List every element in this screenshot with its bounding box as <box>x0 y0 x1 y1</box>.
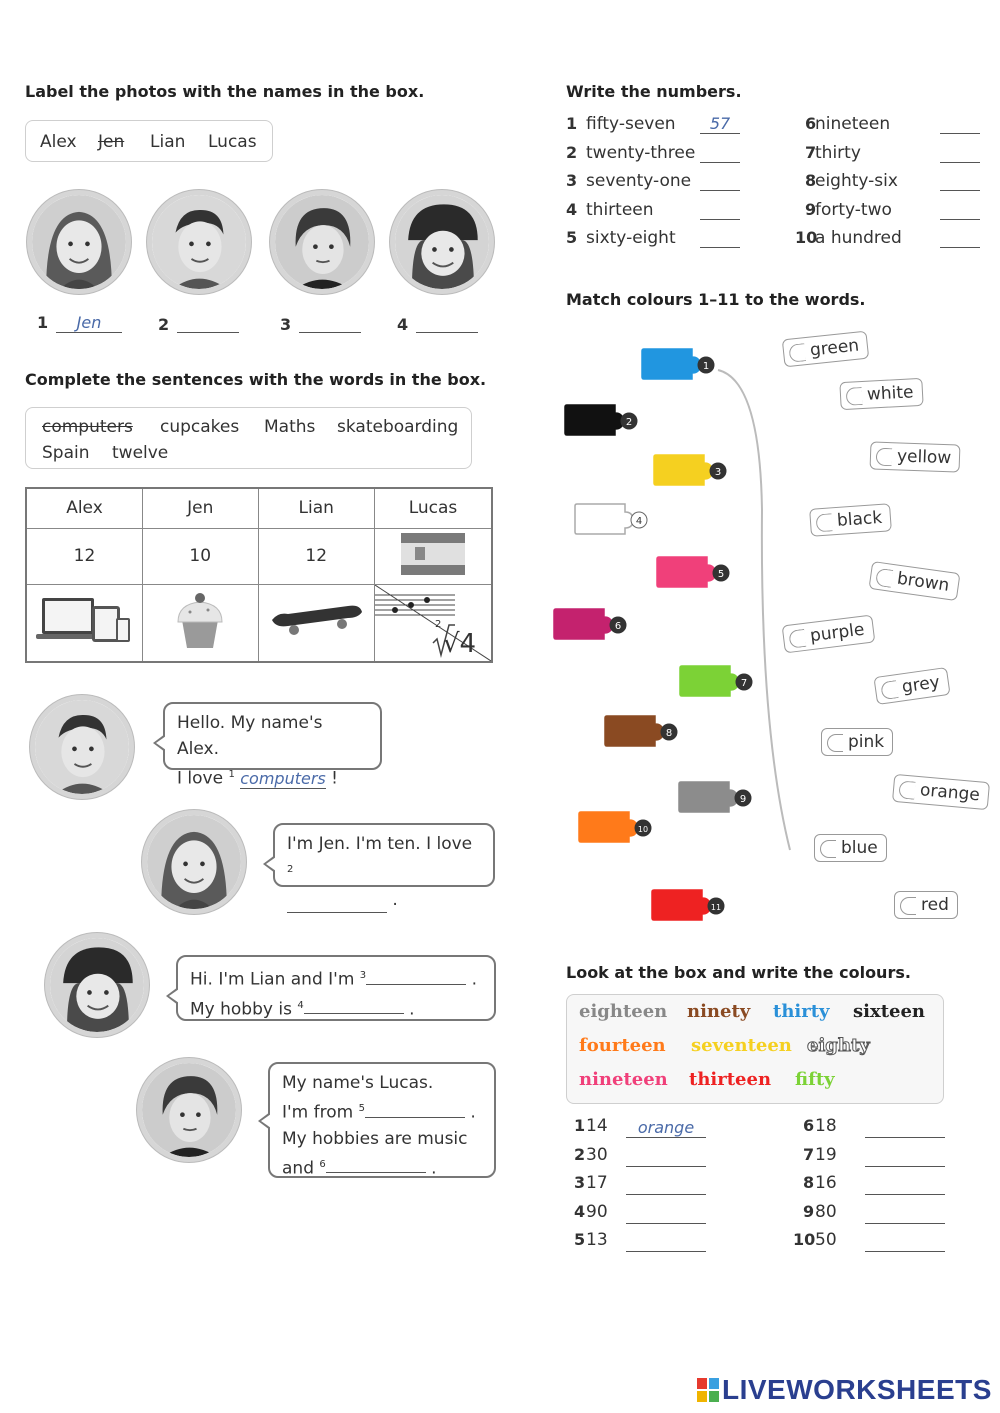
colour-item-num: 1 <box>574 1116 586 1135</box>
bubble-lucas-end2: . <box>431 1158 437 1179</box>
colour-item-number: 18 <box>815 1116 837 1136</box>
bubble-lucas-line2: I'm from <box>282 1102 354 1123</box>
boy-face-icon <box>142 1063 236 1157</box>
colour-number-word-sixteen: sixteen <box>853 1001 926 1022</box>
colour-item-number: 14 <box>586 1116 608 1136</box>
number-item-num: 3 <box>566 171 578 190</box>
box-word-maths: Maths <box>264 417 316 437</box>
label-num-4: 4 <box>397 315 409 334</box>
colour-piece-number: 1 <box>702 361 710 372</box>
colour-item-answer[interactable] <box>626 1232 706 1252</box>
colour-item-answer[interactable] <box>865 1204 945 1224</box>
label-num-3: 3 <box>280 315 292 334</box>
number-item-answer[interactable] <box>700 171 740 191</box>
table-hobby-alex <box>26 584 142 662</box>
colour-item-answer[interactable] <box>626 1175 706 1195</box>
liveworksheets-logo-icon <box>697 1378 719 1402</box>
colour-item-answer[interactable] <box>865 1118 945 1138</box>
cupcake-icon <box>170 590 230 650</box>
tag-hook-icon <box>846 387 863 406</box>
colour-word-label: white <box>866 382 915 405</box>
colour-number-word-fourteen: fourteen <box>579 1035 666 1056</box>
colour-word-label: pink <box>848 732 885 752</box>
spain-flag-icon <box>401 533 465 575</box>
number-item-num: 5 <box>566 228 578 247</box>
girl-hat-face-icon <box>50 938 144 1032</box>
tag-hook-icon <box>898 780 916 799</box>
number-item-word: eighty-six <box>815 171 898 191</box>
bubble-lian-line2: My hobby is <box>190 999 292 1020</box>
number-item-num: 10 <box>795 228 818 247</box>
bubble-lucas <box>268 1062 496 1178</box>
box-word-lucas: Lucas <box>208 132 257 152</box>
bubble-lian-end2: . <box>409 999 415 1020</box>
colour-word-tag-black[interactable] <box>809 503 892 537</box>
gap-answer-3[interactable] <box>366 969 466 985</box>
colour-piece-2[interactable] <box>563 403 643 443</box>
colour-word-label: orange <box>919 780 981 806</box>
colour-number-word-nineteen: nineteen <box>579 1069 668 1090</box>
puzzle-piece-icon <box>652 453 732 489</box>
label-answer-2[interactable] <box>177 313 239 333</box>
colour-piece-10[interactable] <box>577 810 657 850</box>
colour-item-num: 6 <box>803 1116 815 1135</box>
label-answer-3[interactable] <box>299 313 361 333</box>
number-item-word: forty-two <box>815 199 892 220</box>
puzzle-piece-icon <box>603 714 683 750</box>
puzzle-piece-icon <box>640 347 720 383</box>
bubble-lucas-line3: My hobbies are music <box>282 1128 468 1149</box>
label-answer-4[interactable] <box>416 313 478 333</box>
gap-number-5: 5 <box>358 1103 365 1114</box>
colour-number-word-thirty: thirty <box>773 1001 830 1022</box>
puzzle-piece-icon <box>677 780 757 816</box>
bubble-alex-end: ! <box>331 768 338 789</box>
colour-piece-4[interactable] <box>573 502 653 542</box>
table-flag-lucas <box>374 528 492 584</box>
photo-2 <box>147 190 251 294</box>
table-age-lian: 12 <box>258 528 374 584</box>
gap-answer-2[interactable] <box>287 893 387 913</box>
box-word-lian: Lian <box>150 132 186 152</box>
colour-piece-number: 5 <box>717 569 725 580</box>
tag-hook-icon <box>875 568 893 588</box>
number-item-num: 4 <box>566 199 578 219</box>
colour-word-label: black <box>836 507 883 531</box>
colour-word-tag-blue[interactable] <box>814 834 887 862</box>
bubble-lucas-end1: . <box>470 1102 476 1123</box>
computers-icon <box>36 594 132 646</box>
tag-hook-icon <box>880 680 898 700</box>
info-table <box>25 487 493 663</box>
photo-3 <box>270 190 374 294</box>
label-num-1: 1 <box>37 313 49 332</box>
number-item-word: nineteen <box>815 114 891 134</box>
number-item-answer[interactable] <box>940 228 980 248</box>
colour-item-num: 3 <box>574 1173 586 1192</box>
tag-hook-icon <box>816 513 833 532</box>
colour-word-label: purple <box>808 619 866 647</box>
colour-piece-number: 10 <box>637 825 649 834</box>
colour-word-tag-pink[interactable] <box>821 728 893 756</box>
box-word-computers: computers <box>42 417 133 437</box>
colour-piece-3[interactable] <box>652 453 732 493</box>
bubble-lian-end1: . <box>471 969 477 990</box>
colour-piece-number: 11 <box>710 903 722 912</box>
colour-item-number: 90 <box>586 1201 608 1222</box>
bubble-lucas-line4: and <box>282 1158 314 1179</box>
colour-word-tag-white[interactable] <box>839 378 923 410</box>
colour-item-number: 13 <box>586 1230 608 1250</box>
colour-item-number: 16 <box>815 1173 837 1193</box>
colour-item-num: 4 <box>574 1201 586 1221</box>
tag-hook-icon <box>788 629 806 649</box>
colour-piece-number: 3 <box>714 467 722 478</box>
section-title-match-colours: Match colours 1–11 to the words. <box>566 290 866 309</box>
colour-item-num: 7 <box>803 1144 815 1164</box>
table-header-lian: Lian <box>258 488 374 528</box>
skateboard-icon <box>268 598 364 642</box>
number-item-word: fifty-seven <box>586 114 676 134</box>
number-item-word: thirty <box>815 142 861 163</box>
colour-item-answer[interactable] <box>865 1147 945 1167</box>
colour-piece-6[interactable] <box>552 607 632 647</box>
gap-number-3: 3 <box>359 970 367 981</box>
puzzle-piece-icon <box>552 607 632 643</box>
colour-number-word-eighty: eighty <box>807 1035 870 1056</box>
number-item-answer[interactable]: 57 <box>700 114 740 134</box>
tag-hook-icon <box>827 734 843 752</box>
table-hobby-lian <box>258 584 374 662</box>
puzzle-piece-icon <box>563 403 643 439</box>
bubble-jen-end: . <box>392 889 398 910</box>
table-age-jen: 10 <box>142 528 258 584</box>
number-item-word: sixty-eight <box>586 228 676 248</box>
bubble-alex-line2: I love <box>177 768 224 789</box>
dialog-photo-jen <box>142 810 246 914</box>
colour-item-num: 2 <box>574 1144 586 1164</box>
gap-number-4: 4 <box>297 999 304 1011</box>
box-word-spain: Spain <box>42 443 90 463</box>
boy-face-icon <box>152 195 246 289</box>
names-word-box <box>25 120 273 162</box>
colour-item-answer[interactable] <box>626 1147 706 1167</box>
bubble-alex-line1: Hello. My name's Alex. <box>177 713 323 759</box>
number-item-answer[interactable] <box>700 228 740 248</box>
maths-root-index: 2 <box>434 618 442 630</box>
tag-hook-icon <box>820 840 836 858</box>
number-item-word: twenty-three <box>586 142 696 163</box>
dialog-photo-lian <box>45 933 149 1037</box>
colour-word-label: red <box>921 895 949 915</box>
colour-piece-7[interactable] <box>678 664 758 704</box>
bubble-jen-line1: I'm Jen. I'm ten. I love <box>287 834 473 854</box>
colour-word-tag-red[interactable] <box>894 891 958 919</box>
number-item-num: 9 <box>805 199 817 219</box>
colour-word-label: blue <box>841 838 878 858</box>
liveworksheets-logo-badge <box>697 1378 719 1402</box>
tag-hook-icon <box>876 448 893 467</box>
colour-word-label: grey <box>900 672 942 698</box>
dialog-photo-alex <box>30 695 134 799</box>
liveworksheets-logo-text: LIVEWORKSHEETS <box>722 1374 992 1405</box>
colour-piece-9[interactable] <box>677 780 757 820</box>
tag-hook-icon <box>788 343 806 363</box>
gap-answer-4[interactable] <box>304 998 404 1014</box>
colour-item-answer[interactable] <box>865 1232 945 1252</box>
colour-piece-number: 7 <box>740 678 748 689</box>
box-word-skateboarding: skateboarding <box>337 417 459 437</box>
colour-piece-number: 8 <box>665 728 673 739</box>
boy-face-icon <box>275 195 369 289</box>
colour-word-label: yellow <box>896 446 952 469</box>
number-item-num: 6 <box>805 114 817 133</box>
girl-face-icon <box>32 195 126 289</box>
colour-piece-number: 6 <box>614 621 622 632</box>
bubble-lian <box>176 955 496 1021</box>
table-hobby-lucas <box>374 584 492 662</box>
section-title-write-numbers: Write the numbers. <box>566 82 742 101</box>
colour-number-word-fifty: fifty <box>795 1069 835 1090</box>
colour-piece-1[interactable] <box>640 347 720 387</box>
colour-item-answer[interactable] <box>865 1175 945 1195</box>
girl-face-icon <box>147 815 241 909</box>
colour-item-number: 17 <box>586 1173 608 1193</box>
puzzle-piece-icon <box>678 664 758 700</box>
colour-word-label: green <box>809 335 860 361</box>
section-title-complete-sentences: Complete the sentences with the words in the box. <box>25 370 487 389</box>
box-word-cupcakes: cupcakes <box>160 417 240 437</box>
table-age-alex: 12 <box>26 528 142 584</box>
colour-item-num: 5 <box>574 1230 586 1249</box>
bubble-jen <box>273 823 495 910</box>
colour-item-number: 80 <box>815 1201 837 1222</box>
colour-item-number: 30 <box>586 1144 608 1165</box>
gap-answer-5[interactable] <box>365 1102 465 1118</box>
boy-face-icon <box>35 700 129 794</box>
bubble-lucas-line1: My name's Lucas. <box>282 1073 434 1093</box>
gap-answer-6[interactable] <box>326 1157 426 1173</box>
number-item-answer[interactable] <box>700 200 740 220</box>
number-item-answer[interactable] <box>940 114 980 134</box>
colour-piece-11[interactable] <box>650 888 730 928</box>
table-header-lucas: Lucas <box>374 488 492 528</box>
box-word-alex: Alex <box>40 132 77 152</box>
colour-piece-number: 4 <box>635 516 643 527</box>
table-header-jen: Jen <box>142 488 258 528</box>
colour-item-number: 19 <box>815 1144 837 1165</box>
colour-number-word-ninety: ninety <box>687 1001 751 1022</box>
puzzle-piece-icon <box>573 502 653 538</box>
table-header-alex: Alex <box>26 488 142 528</box>
number-item-answer[interactable] <box>700 143 740 163</box>
box-word-jen: Jen <box>98 132 125 152</box>
sentence-word-box <box>25 407 472 469</box>
gap-number-6: 6 <box>319 1158 326 1170</box>
colour-number-word-thirteen: thirteen <box>689 1069 772 1090</box>
number-item-num: 8 <box>805 171 817 190</box>
colour-item-num: 10 <box>793 1230 816 1249</box>
gap-number-2: 2 <box>287 864 294 875</box>
colour-number-word-eighteen: eighteen <box>579 1001 668 1022</box>
gap-answer-1[interactable]: computers <box>240 768 326 788</box>
colour-item-answer[interactable] <box>626 1204 706 1224</box>
colour-piece-5[interactable] <box>655 555 735 595</box>
number-item-answer[interactable] <box>940 200 980 220</box>
section-title-write-colours: Look at the box and write the colours. <box>566 963 911 982</box>
colour-word-label: brown <box>895 568 951 596</box>
colour-item-num: 8 <box>803 1173 815 1192</box>
bubble-lian-line1: Hi. I'm Lian and I'm <box>190 969 355 990</box>
colour-word-tag-yellow[interactable] <box>870 441 961 472</box>
box-word-twelve: twelve <box>112 443 169 463</box>
label-num-2: 2 <box>158 315 170 334</box>
number-item-word: a hundred <box>815 228 902 248</box>
maths-root-symbol: √4 <box>442 628 477 659</box>
puzzle-piece-icon <box>577 810 657 846</box>
gap-number-1: 1 <box>228 769 235 780</box>
photo-1-jen <box>27 190 131 294</box>
number-item-answer[interactable] <box>940 171 980 191</box>
number-item-num: 2 <box>566 142 578 162</box>
puzzle-piece-icon <box>655 555 735 591</box>
colour-number-word-seventeen: seventeen <box>691 1035 792 1056</box>
number-item-answer[interactable] <box>940 143 980 163</box>
colour-piece-number: 2 <box>625 417 633 428</box>
photo-4 <box>390 190 494 294</box>
girl-hat-face-icon <box>395 195 489 289</box>
bubble-alex <box>163 702 382 789</box>
table-hobby-jen <box>142 584 258 662</box>
colour-item-number: 50 <box>815 1230 837 1250</box>
number-item-num: 7 <box>805 142 817 162</box>
colour-item-num: 9 <box>803 1201 815 1221</box>
section-title-label-photos: Label the photos with the names in the box. <box>25 82 425 101</box>
puzzle-piece-icon <box>650 888 730 924</box>
dialog-photo-lucas <box>137 1058 241 1162</box>
colour-item-answer[interactable]: orange <box>626 1118 706 1138</box>
number-item-word: thirteen <box>586 199 654 220</box>
colour-number-box <box>566 994 944 1104</box>
label-answer-1[interactable]: Jen <box>56 313 122 333</box>
colour-piece-number: 9 <box>739 794 747 805</box>
number-item-num: 1 <box>566 114 578 133</box>
colour-piece-8[interactable] <box>603 714 683 754</box>
tag-hook-icon <box>900 897 916 915</box>
number-item-word: seventy-one <box>586 171 692 191</box>
